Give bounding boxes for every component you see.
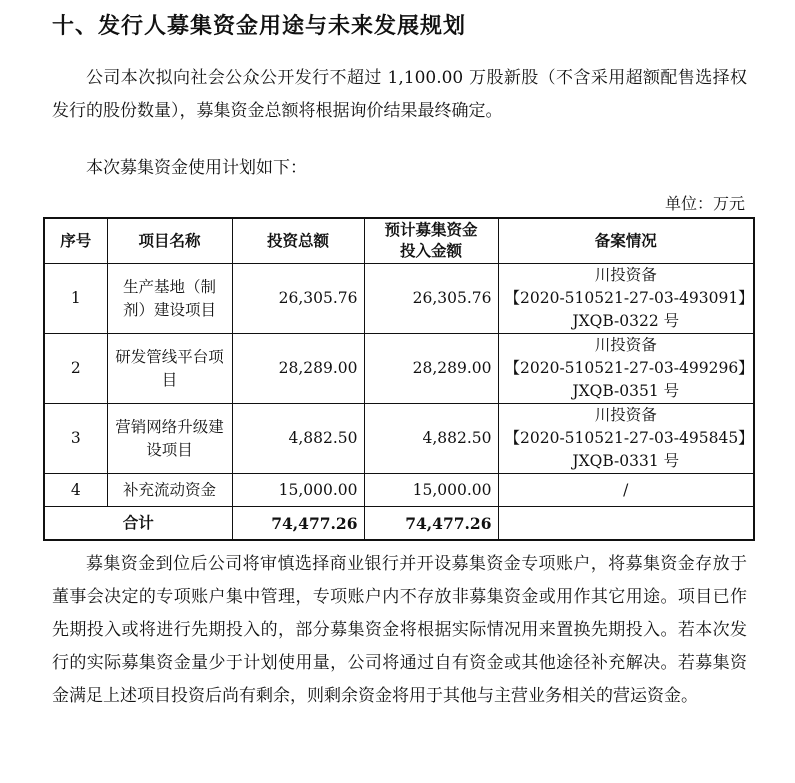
header-investment: 投资总额: [232, 218, 364, 264]
cell-name: 生产基地（制剂）建设项目: [107, 264, 232, 334]
cell-seq: 3: [44, 404, 107, 474]
cell-filing: [498, 264, 754, 334]
filing-line-3: JXQB-0322 号: [572, 312, 680, 330]
cell-planned: 26,305.76: [364, 264, 498, 334]
header-name: 项目名称: [107, 218, 232, 264]
intro-paragraph-1: 公司本次拟向社会公众公开发行不超过 1,100.00 万股新股（不含采用超额配售选择权发行的股份数量），募集资金总额将根据询价结果最终确定。: [52, 68, 747, 121]
table-header-row: [44, 218, 754, 264]
filing-line-1: 川投资备: [594, 266, 657, 284]
header-planned: [364, 218, 498, 264]
cell-investment: 28,289.00: [232, 334, 364, 404]
header-planned-line2: 投入金额: [399, 242, 462, 260]
cell-planned: 28,289.00: [364, 334, 498, 404]
unit-label: 单位：万元: [664, 194, 745, 213]
cell-investment: 15,000.00: [232, 474, 364, 507]
filing-line-2: 【2020-510521-27-03-493091】: [504, 289, 754, 307]
cell-name: 研发管线平台项目: [107, 334, 232, 404]
cell-seq: 1: [44, 264, 107, 334]
table-total-row: [44, 507, 754, 541]
cell-planned: 15,000.00: [364, 474, 498, 507]
cell-filing: [498, 404, 754, 474]
header-seq: 序号: [44, 218, 107, 264]
cell-seq: 2: [44, 334, 107, 404]
filing-line-1: 川投资备: [594, 406, 657, 424]
total-planned: 74,477.26: [364, 507, 498, 541]
table-row: [44, 264, 754, 334]
cell-name: 营销网络升级建设项目: [107, 404, 232, 474]
table-row: [44, 334, 754, 404]
filing-line-3: JXQB-0331 号: [572, 452, 680, 470]
total-label: 合计: [44, 507, 232, 541]
cell-filing: [498, 334, 754, 404]
cell-filing: /: [498, 474, 754, 507]
cell-investment: 26,305.76: [232, 264, 364, 334]
cell-name: 补充流动资金: [107, 474, 232, 507]
filing-line-3: JXQB-0351 号: [572, 382, 680, 400]
filing-line-2: 【2020-510521-27-03-499296】: [504, 359, 754, 377]
table-row: [44, 474, 754, 507]
cell-investment: 4,882.50: [232, 404, 364, 474]
section-title: 十、发行人募集资金用途与未来发展规划: [52, 14, 467, 39]
intro-paragraph-2: 本次募集资金使用计划如下：: [86, 158, 307, 178]
cell-seq: 4: [44, 474, 107, 507]
header-filing: 备案情况: [498, 218, 754, 264]
header-planned-line1: 预计募集资金: [384, 221, 478, 239]
total-investment: 74,477.26: [232, 507, 364, 541]
fund-usage-table: [43, 217, 755, 541]
total-filing-empty: [498, 507, 754, 541]
filing-line-1: 川投资备: [594, 336, 657, 354]
table-row: [44, 404, 754, 474]
closing-paragraph: 募集资金到位后公司将审慎选择商业银行并开设募集资金专项账户，将募集资金存放于董事会决定的专项账户集中管理，专项账户内不存放非募集资金或用作其它用途。项目已作先期投入或将进行先期投入的，部分募集资金将根据实际情况用来置换先期投入。若本次发行的实际募集资金量少于计划使用量，公司将通过自有资金或其他途径补充解决。若募集资金满足上述项目投资后尚有剩余，则剩余资金将用于其他与主营业务相关的营运资金。: [52, 554, 747, 706]
cell-planned: 4,882.50: [364, 404, 498, 474]
filing-line-2: 【2020-510521-27-03-495845】: [504, 429, 754, 447]
